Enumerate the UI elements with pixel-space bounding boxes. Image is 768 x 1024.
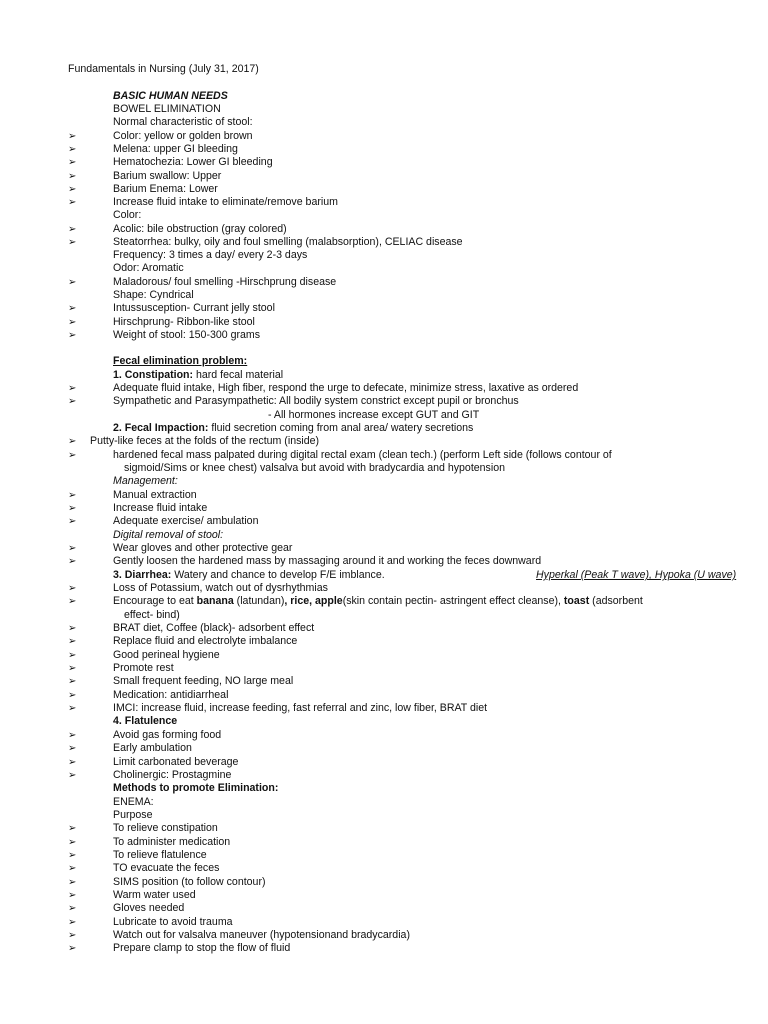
list-item: BRAT diet, Coffee (black)- adsorbent effect	[113, 622, 315, 634]
list-item: Hirschprung- Ribbon-like stool	[113, 316, 255, 328]
list-item: Adequate exercise/ ambulation	[113, 515, 259, 527]
list-item: Barium swallow: Upper	[113, 170, 222, 182]
bullet-arrow-icon: ➢	[68, 743, 77, 754]
bullet-arrow-icon: ➢	[68, 583, 77, 594]
list-item: Melena: upper GI bleeding	[113, 143, 238, 155]
bullet-arrow-icon: ➢	[68, 730, 77, 741]
text-line: Methods to promote Elimination:	[113, 782, 279, 794]
bullet-arrow-icon: ➢	[68, 676, 77, 687]
list-item: SIMS position (to follow contour)	[113, 876, 266, 888]
bullet-arrow-icon: ➢	[68, 184, 77, 195]
text-line: 4. Flatulence	[113, 715, 178, 727]
list-item: Gloves needed	[113, 902, 185, 914]
inline-text: (adsorbent	[589, 595, 643, 607]
bullet-arrow-icon: ➢	[68, 850, 77, 861]
list-item: Steatorrhea: bulky, oily and foul smelling (malabsorption), CELIAC disease	[113, 236, 463, 248]
bullet-arrow-icon: ➢	[68, 436, 77, 447]
text-line: Purpose	[113, 809, 153, 821]
inline-text: (latundan)	[233, 595, 285, 607]
bullet-arrow-icon: ➢	[68, 237, 77, 248]
bullet-arrow-icon: ➢	[68, 330, 77, 341]
bullet-arrow-icon: ➢	[68, 197, 77, 208]
list-item: Lubricate to avoid trauma	[113, 916, 233, 928]
list-item: Color: yellow or golden brown	[113, 130, 253, 142]
section-heading: Fecal elimination problem:	[113, 355, 248, 367]
bullet-arrow-icon: ➢	[68, 450, 77, 461]
list-item: Adequate fluid intake, High fiber, respond the urge to defecate, minimize stress, laxative as ordered	[113, 382, 579, 394]
list-item: Good perineal hygiene	[113, 649, 220, 661]
list-item: Watch out for valsalva maneuver (hypotensionand bradycardia)	[113, 929, 410, 941]
list-item: Increase fluid intake to eliminate/remove barium	[113, 196, 338, 208]
inline-text: (skin contain pectin- astringent effect cleanse),	[342, 595, 564, 607]
inline-bold: , rice, apple	[284, 595, 343, 607]
inline-label: 3. Diarrhea:	[113, 569, 172, 581]
text-line	[113, 422, 473, 435]
bullet-arrow-icon: ➢	[68, 650, 77, 661]
list-item: TO evacuate the feces	[113, 862, 220, 874]
text-line: Frequency: 3 times a day/ every 2-3 days	[113, 249, 308, 261]
bullet-arrow-icon: ➢	[68, 317, 77, 328]
bullet-arrow-icon: ➢	[68, 303, 77, 314]
bullet-arrow-icon: ➢	[68, 490, 77, 501]
text-line: Shape: Cyndrical	[113, 289, 194, 301]
list-item: To relieve constipation	[113, 822, 218, 834]
text-line: Color:	[113, 209, 142, 221]
list-item: To relieve flatulence	[113, 849, 207, 861]
list-item: Hematochezia: Lower GI bleeding	[113, 156, 273, 168]
bullet-arrow-icon: ➢	[68, 623, 77, 634]
subheading: BOWEL ELIMINATION	[113, 103, 221, 115]
bullet-arrow-icon: ➢	[68, 903, 77, 914]
text-line: ENEMA:	[113, 796, 154, 808]
text-line: Digital removal of stool:	[113, 529, 224, 541]
inline-text: Encourage to eat	[113, 595, 197, 607]
bullet-arrow-icon: ➢	[68, 171, 77, 182]
bullet-arrow-icon: ➢	[68, 556, 77, 567]
inline-note: Hyperkal (Peak T wave), Hypoka (U wave)	[536, 569, 737, 581]
text-line	[113, 569, 737, 582]
bullet-arrow-icon: ➢	[68, 890, 77, 901]
inline-label: 2. Fecal Impaction:	[113, 422, 209, 434]
bullet-arrow-icon: ➢	[68, 703, 77, 714]
list-item: Manual extraction	[113, 489, 197, 501]
list-item: Medication: antidiarrheal	[113, 689, 229, 701]
list-item: Warm water used	[113, 889, 196, 901]
list-item: Prepare clamp to stop the flow of fluid	[113, 942, 291, 954]
inline-bold: toast	[563, 595, 590, 607]
bullet-arrow-icon: ➢	[68, 770, 77, 781]
bullet-arrow-icon: ➢	[68, 383, 77, 394]
inline-text: Watery and chance to develop F/E imblance.	[171, 569, 385, 581]
text-line: - All hormones increase except GUT and GIT	[268, 409, 480, 421]
list-item: Increase fluid intake	[113, 502, 208, 514]
bullet-arrow-icon: ➢	[68, 144, 77, 155]
list-item: Cholinergic: Prostagmine	[113, 769, 232, 781]
list-item: Barium Enema: Lower	[113, 183, 218, 195]
list-item: hardened fecal mass palpated during digital rectal exam (clean tech.) (perform Left side (follows contour of	[113, 449, 612, 461]
inline-text: fluid secretion coming from anal area/ watery secretions	[208, 422, 474, 434]
bullet-arrow-icon: ➢	[68, 917, 77, 928]
bullet-arrow-icon: ➢	[68, 863, 77, 874]
bullet-arrow-icon: ➢	[68, 503, 77, 514]
bullet-arrow-icon: ➢	[68, 690, 77, 701]
text-line: Normal characteristic of stool:	[113, 116, 253, 128]
text-line: Odor: Aromatic	[113, 262, 184, 274]
list-item: Early ambulation	[113, 742, 192, 754]
section-heading: BASIC HUMAN NEEDS	[113, 90, 228, 102]
text-line: sigmoid/Sims or knee chest) valsalva but avoid with bradycardia and hypotension	[124, 462, 505, 474]
text-line: effect- bind)	[124, 609, 180, 621]
bullet-arrow-icon: ➢	[68, 877, 77, 888]
inline-label: 1. Constipation:	[113, 369, 194, 381]
bullet-arrow-icon: ➢	[68, 757, 77, 768]
list-item: Small frequent feeding, NO large meal	[113, 675, 294, 687]
list-item: Gently loosen the hardened mass by massaging around it and working the feces downward	[113, 555, 542, 567]
list-item: IMCI: increase fluid, increase feeding, fast referral and zinc, low fiber, BRAT diet	[113, 702, 488, 714]
list-item: To administer medication	[113, 836, 231, 848]
bullet-arrow-icon: ➢	[68, 663, 77, 674]
inline-text: hard fecal material	[193, 369, 284, 381]
list-item: Wear gloves and other protective gear	[113, 542, 293, 554]
bullet-arrow-icon: ➢	[68, 543, 77, 554]
inline-bold: banana	[196, 595, 234, 607]
list-item: Loss of Potassium, watch out of dysrhythmias	[113, 582, 328, 594]
text-line	[113, 369, 283, 382]
bullet-arrow-icon: ➢	[68, 277, 77, 288]
list-item: Limit carbonated beverage	[113, 756, 239, 768]
list-item: Avoid gas forming food	[113, 729, 222, 741]
bullet-arrow-icon: ➢	[68, 396, 77, 407]
bullet-arrow-icon: ➢	[68, 930, 77, 941]
list-item: Maladorous/ foul smelling -Hirschprung disease	[113, 276, 337, 288]
list-item: Acolic: bile obstruction (gray colored)	[113, 223, 287, 235]
bullet-arrow-icon: ➢	[68, 636, 77, 647]
list-item	[113, 595, 643, 608]
bullet-arrow-icon: ➢	[68, 823, 77, 834]
bullet-arrow-icon: ➢	[68, 516, 77, 527]
bullet-arrow-icon: ➢	[68, 131, 77, 142]
list-item: Sympathetic and Parasympathetic: All bodily system constrict except pupil or bronchus	[113, 395, 519, 407]
list-item: Replace fluid and electrolyte imbalance	[113, 635, 298, 647]
bullet-arrow-icon: ➢	[68, 224, 77, 235]
list-item: Promote rest	[113, 662, 174, 674]
list-item: Intussusception- Currant jelly stool	[113, 302, 275, 314]
text-line: Management:	[113, 475, 178, 487]
bullet-arrow-icon: ➢	[68, 837, 77, 848]
bullet-arrow-icon: ➢	[68, 157, 77, 168]
document-title: Fundamentals in Nursing (July 31, 2017)	[68, 63, 259, 75]
bullet-arrow-icon: ➢	[68, 943, 77, 954]
list-item: Putty-like feces at the folds of the rectum (inside)	[90, 435, 320, 447]
list-item: Weight of stool: 150-300 grams	[113, 329, 261, 341]
bullet-arrow-icon: ➢	[68, 596, 77, 607]
